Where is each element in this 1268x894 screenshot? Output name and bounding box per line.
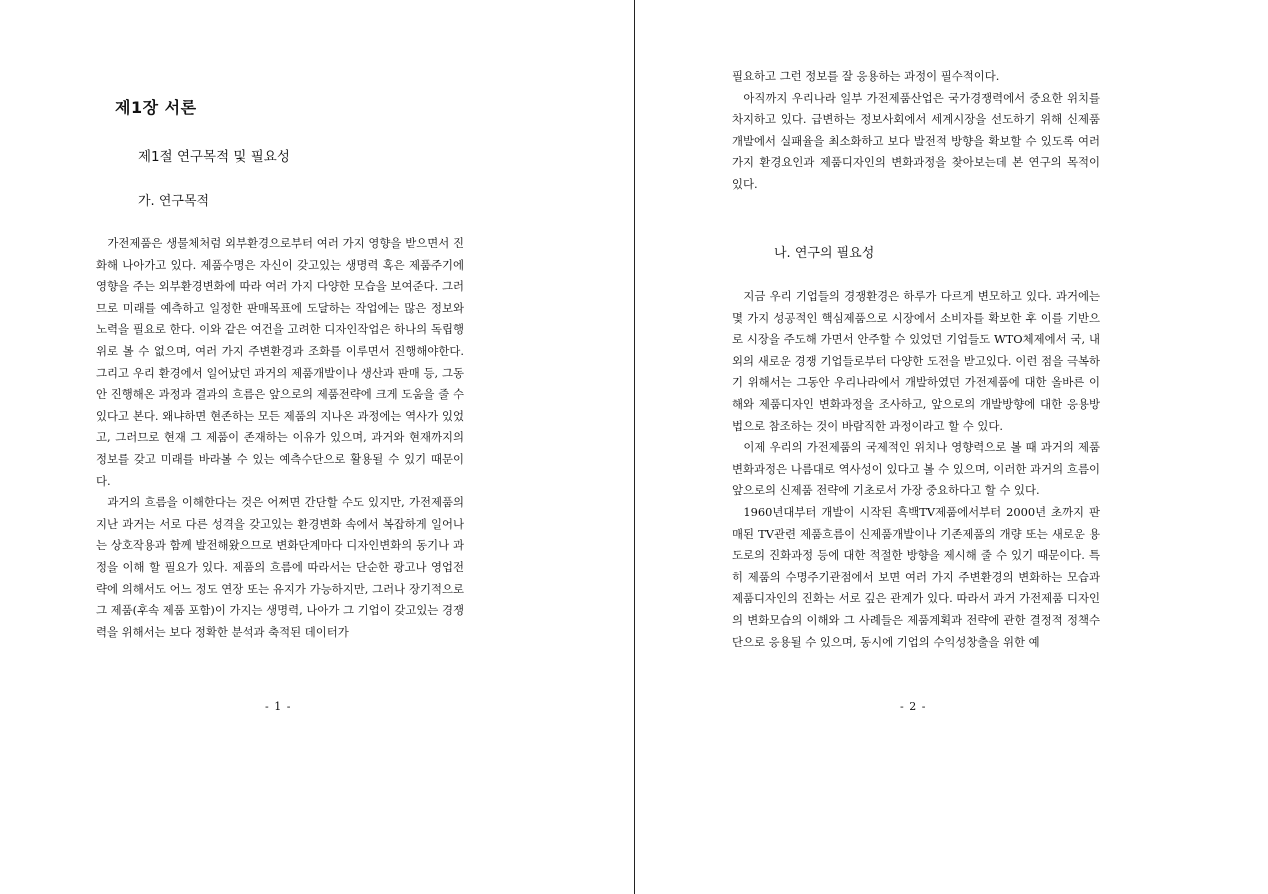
subsection-title-necessity: 나. 연구의 필요성 [774,246,875,261]
paragraph: 아직까지 우리나라 일부 가전제품산업은 국가경쟁력에서 중요한 위치를 차지하고 있다. 급변하는 정보사회에서 세계시장을 선도하기 위해 신제품 개발에서 실패율을 최소화하고 보다 발전적 방향을 확보할 수 있도록 여러 가지 환경요인과 제품디자인의 변화과정을 찾아보는데 본 연구의 목적이 있다. [732,90,1100,191]
page-right [635,0,1268,894]
section-title: 제1절 연구목적 및 필요성 [138,149,290,165]
chapter-title: 제1장 서론 [115,98,197,117]
paragraph: 가전제품은 생물체처럼 외부환경으로부터 여러 가지 영향을 받으면서 진화해 나아가고 있다. 제품수명은 자신이 갖고있는 생명력 혹은 제품주기에 영향을 주는 외부환경변화에 따라 여러 가지 다양한 모습을 보여준다. 그러므로 미래를 예측하고 일정한 판매목표에 도달하는 작업에는 많은 정보와 노력을 필요로 한다. 이와 같은 여건을 고려한 디자인작업은 하나의 독립행위로 볼 수 없으며, 여러 가지 주변환경과 조화를 이루면서 진행해야한다. 그리고 우리 환경에서 일어났던 과거의 제품개발이나 생산과 판매 등, 그동안 진행해온 과정과 결과의 흐름은 앞으로의 제품전략에 크게 도움을 줄 수 있다고 본다. 왜냐하면 현존하는 모든 제품의 지나온 과정에는 역사가 있었고, 그러므로 현재 그 제품이 존재하는 이유가 있으며, 과거와 현재까지의 정보를 갖고 미래를 바라볼 수 있는 예측수단으로 활용될 수 있기 때문이다. [96,236,464,488]
page-number: - 1 - [265,700,292,713]
body-text-page2-top [732,66,1100,196]
paragraph: 필요하고 그런 정보를 잘 응용하는 과정이 필수적이다. [732,69,1000,83]
body-text-page2 [732,286,1100,653]
page-number: - 2 - [900,700,927,713]
body-text-page1 [96,233,464,643]
paragraph: 1960년대부터 개발이 시작된 흑백TV제품에서부터 2000년 초까지 판매된 TV관련 제품흐름이 신제품개발이나 기존제품의 개량 또는 새로운 용도로의 진화과정 등에 대한 적절한 방향을 제시해 줄 수 있기 때문이다. 특히 제품의 수명주기관점에서 보면 여러 가지 주변환경의 변화하는 모습과 제품디자인의 진화는 서로 깊은 관계가 있다. 따라서 과거 가전제품 디자인의 변화모습의 이해와 그 사례들은 제품계획과 전략에 관한 결정적 정책수단으로 응용될 수 있으며, 동시에 기업의 수익성창출을 위한 예 [732,504,1100,649]
paragraph: 과거의 흐름을 이해한다는 것은 어쩌면 간단할 수도 있지만, 가전제품의 지난 과거는 서로 다른 성격을 갖고있는 환경변화 속에서 복잡하게 일어나는 상호작용과 함께 발전해왔으므로 변화단계마다 디자인변화의 동기나 과정을 이해 할 필요가 있다. 제품의 흐름에 따라서는 단순한 광고나 영업전략에 의해서도 어느 정도 연장 또는 유지가 가능하지만, 그러나 장기적으로 그 제품(후속 제품 포함)이 가지는 생명력, 나아가 그 기업이 갖고있는 경쟁력을 위해서는 보다 정확한 분석과 축적된 데이터가 [96,495,464,639]
paragraph: 지금 우리 기업들의 경쟁환경은 하루가 다르게 변모하고 있다. 과거에는 몇 가지 성공적인 핵심제품으로 시장에서 소비자를 확보한 후 이를 기반으로 시장을 주도해 가면서 안주할 수 있었던 기업들도 WTO체제에서 국, 내외의 새로운 경쟁 기업들로부터 다양한 도전을 받고있다. 이런 점을 극복하기 위해서는 그동안 우리나라에서 개발하였던 가전제품에 대한 올바른 이해와 제품디자인 변화과정을 조사하고, 앞으로의 개발방향에 대한 응용방법으로 참조하는 것이 바람직한 과정이라고 할 수 있다. [732,289,1100,433]
paragraph: 이제 우리의 가전제품의 국제적인 위치나 영향력으로 볼 때 과거의 제품변화과정은 나름대로 역사성이 있다고 볼 수 있으며, 이러한 과거의 흐름이 앞으로의 신제품 전략에 기초로서 가장 중요하다고 할 수 있다. [732,440,1100,498]
subsection-title-purpose: 가. 연구목적 [138,194,210,209]
